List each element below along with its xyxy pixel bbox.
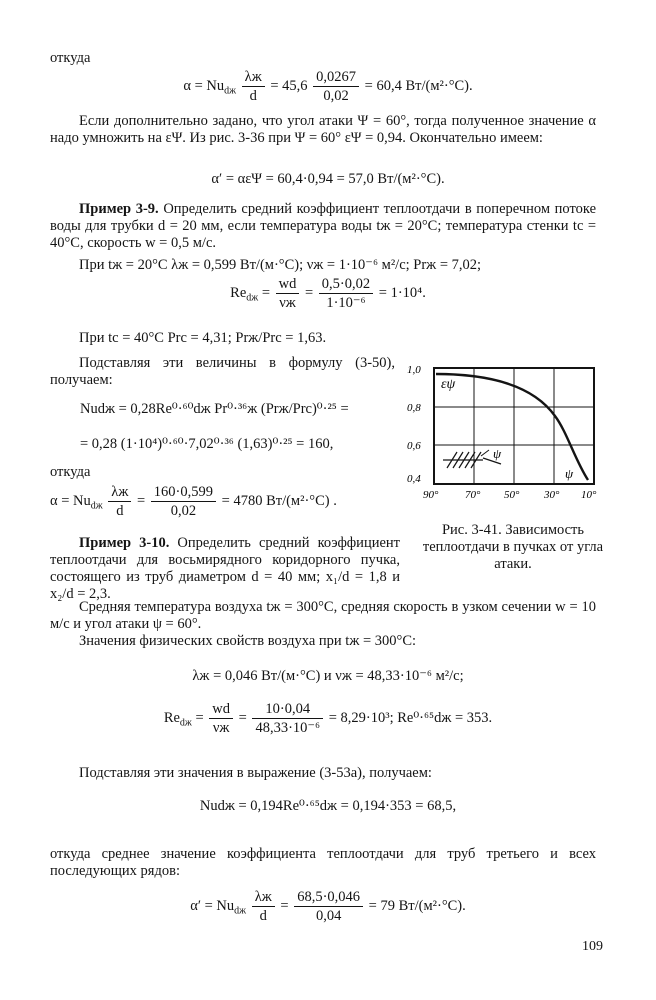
y-tick-2: 0,8 — [407, 402, 421, 414]
paragraph-podst-1: Подставляя эти величины в формулу (3-50), получаем: — [50, 355, 395, 388]
example-3-9-text: Определить средний коэффициент теплоотдачи в поперечном потоке воды для трубки d = 20 мм, если температура воды tж = 20°С; температура стенки tс = 40°С, скорость w = 0,5 м/с. — [50, 201, 597, 251]
eq7-result: = 8,29·10³; Re⁰·⁶⁵dж = 353. — [328, 709, 493, 726]
example-3-10-label: Пример 3-10. — [79, 535, 170, 551]
arrow-label: ψ — [493, 446, 502, 461]
eq5-lambda-fraction: $\frac{\lambda ж}{d}$ — [108, 484, 131, 519]
curve-label: ψ — [565, 466, 574, 481]
paragraph-pri-2: При tс = 40°С Prс = 4,31; Prж/Prс = 1,63. — [79, 330, 327, 346]
y-tick-4: 0,4 — [407, 473, 421, 485]
eq1-lhs-sub: dж — [224, 85, 237, 97]
equation-alpha-3: $\alpha' = Nu_{dж}$ $\frac{\lambda ж}{d}$ = $\frac{68,5\cdot 0,046}{0,04}$ = 79 Вт/(м²·°С). — [190, 889, 466, 924]
angle-arc — [481, 450, 489, 456]
paragraph-pri-1: При tж = 20°С λж = 0,599 Вт/(м·°С); νж = 1·10⁻⁶ м²/с; Prж = 7,02; — [79, 257, 482, 273]
paragraph-otkuda-3: откуда среднее значение коэффициента теплоотдачи для труб третьего и всех последующих рядов: — [50, 846, 596, 879]
figure-caption: Рис. 3-41. Зависимость теплоотдачи в пучках от угла атаки. — [422, 522, 604, 572]
eq9-lambda-fraction: $\frac{\lambda ж}{d}$ — [252, 889, 275, 924]
eq7-fraction-1: $\frac{wd}{\nu ж}$ — [209, 701, 233, 736]
x-tick-3: 50° — [504, 489, 520, 500]
paragraph-srednyaya: Средняя температура воздуха tж = 300°С, средняя скорость в узком сечении w = 10 м/с и угол атаки ψ = 60°. — [50, 599, 596, 632]
figure-3-41 — [405, 360, 610, 500]
eq9-value-fraction: $\frac{68,5\cdot 0,046}{0,04}$ — [294, 889, 363, 924]
eq5-lhs: α = Nu — [50, 492, 91, 509]
eq3-fraction-2: $\frac{0,5\cdot 0,02}{\text{1·10⁻⁶}}$ — [319, 276, 373, 311]
word-otkuda-1: откуда — [50, 50, 91, 66]
equation-nusselt-1b: = 0,28 (1·10⁴)⁰·⁶⁰·7,02⁰·³⁶ (1,63)⁰·²⁵ = 160, — [80, 436, 334, 452]
paragraph-podst-2: Подставляя эти значения в выражение (3-53а), получаем: — [79, 765, 432, 781]
eq5-value-fraction: $\frac{160\cdot 0,599}{0,02}$ — [151, 484, 216, 519]
eq1-mid: = 45,6 — [270, 77, 308, 94]
example-3-10 — [50, 535, 400, 603]
figure-3-41-graph — [405, 360, 610, 500]
equation-alpha-1 — [0, 69, 656, 104]
equation-nusselt-1a: Nudж = 0,28Re⁰·⁶⁰dж Pr⁰·³⁶ж (Prж/Prс)⁰·²⁵ = — [80, 401, 349, 417]
eq3-lhs: Re — [230, 284, 247, 301]
x-tick-1: 90° — [423, 489, 439, 500]
eq9-result: = 79 Вт/(м²·°С). — [368, 897, 466, 914]
example-3-9 — [50, 201, 596, 252]
y-axis-label: εψ — [441, 377, 456, 392]
eq9-lhs: α′ = Nu — [190, 897, 235, 914]
curve-epsilon — [436, 374, 588, 480]
eq1-lambda-fraction: $\frac{\lambda ж}{d}$ — [242, 69, 265, 104]
eq7-lhs-sub: dж — [179, 717, 192, 729]
eq3-lhs-sub: dж — [246, 292, 259, 304]
eq3-result: = 1·10⁴. — [378, 284, 426, 301]
paragraph-znacheniya: Значения физических свойств воздуха при tж = 300°С: — [79, 633, 417, 649]
paragraph-esli: Если дополнительно задано, что угол атаки Ψ = 60°, тогда полученное значение α надо умножить на εΨ. Из рис. 3-36 при Ψ = 60° εΨ = 0,94. Окончательно имеем: — [50, 113, 596, 146]
eq3-fraction-1: $\frac{wd}{\nu ж}$ — [276, 276, 300, 311]
x-tick-4: 30° — [544, 489, 560, 500]
eq7-fraction-2: $\frac{10\cdot 0,04}{\text{48,33·10⁻⁶}}$ — [252, 701, 323, 736]
example-3-10-text: Определить средний коэффициент теплоотдачи для восьмирядного коридорного пучка, состоящего из труб диаметром d = 40 мм; x₁/d = 1,8 и x₂/d = 2,3. — [50, 535, 400, 602]
equation-reynolds-1: $Re_{dж}$ = $\frac{wd}{\nu ж}$ = $\frac{0,5\cdot 0,02}{\text{1·10⁻⁶}}$ = 1·10⁴. — [230, 276, 426, 311]
eq5-result: = 4780 Вт/(м²·°С) . — [221, 492, 337, 509]
eq5-lhs-sub: dж — [90, 500, 103, 512]
eq1-result: = 60,4 Вт/(м²·°С). — [364, 77, 473, 94]
example-3-9-label: Пример 3-9. — [79, 201, 159, 217]
equation-alpha-2: $\alpha = Nu_{dж}$ $\frac{\lambda ж}{d}$ = $\frac{160\cdot 0,599}{0,02}$ = 4780 Вт/(м²·°С) . — [50, 484, 337, 519]
eq9-lhs-sub: dж — [234, 905, 247, 917]
eq1-lhs: α = Nu — [183, 77, 225, 94]
eq1-value-fraction: $\frac{0,0267}{0,02}$ — [313, 69, 359, 104]
word-otkuda-2: откуда — [50, 464, 91, 480]
equation-lambda-nu: λж = 0,046 Вт/(м·°С) и νж = 48,33·10⁻⁶ м²/с; — [192, 668, 464, 684]
y-tick-1: 1,0 — [407, 364, 421, 376]
page-number: 109 — [582, 939, 603, 954]
equation-alpha-prime: α′ = αεΨ = 60,4·0,94 = 57,0 Вт/(м²·°С). — [211, 171, 445, 187]
y-tick-3: 0,6 — [407, 440, 421, 452]
x-tick-5: 10° — [581, 489, 597, 500]
equation-nusselt-2: Nudж = 0,194Re⁰·⁶⁵dж = 0,194·353 = 68,5, — [199, 798, 457, 814]
x-tick-2: 70° — [465, 489, 481, 500]
tube-hatching — [443, 452, 483, 468]
equation-reynolds-2: $Re_{dж}$ = $\frac{wd}{\nu ж}$ = $\frac{10\cdot 0,04}{\text{48,33·10⁻⁶}}$ = 8,29·10³; Re⁰·⁶⁵dж = 353. — [163, 701, 493, 736]
eq7-lhs: Re — [163, 709, 180, 726]
